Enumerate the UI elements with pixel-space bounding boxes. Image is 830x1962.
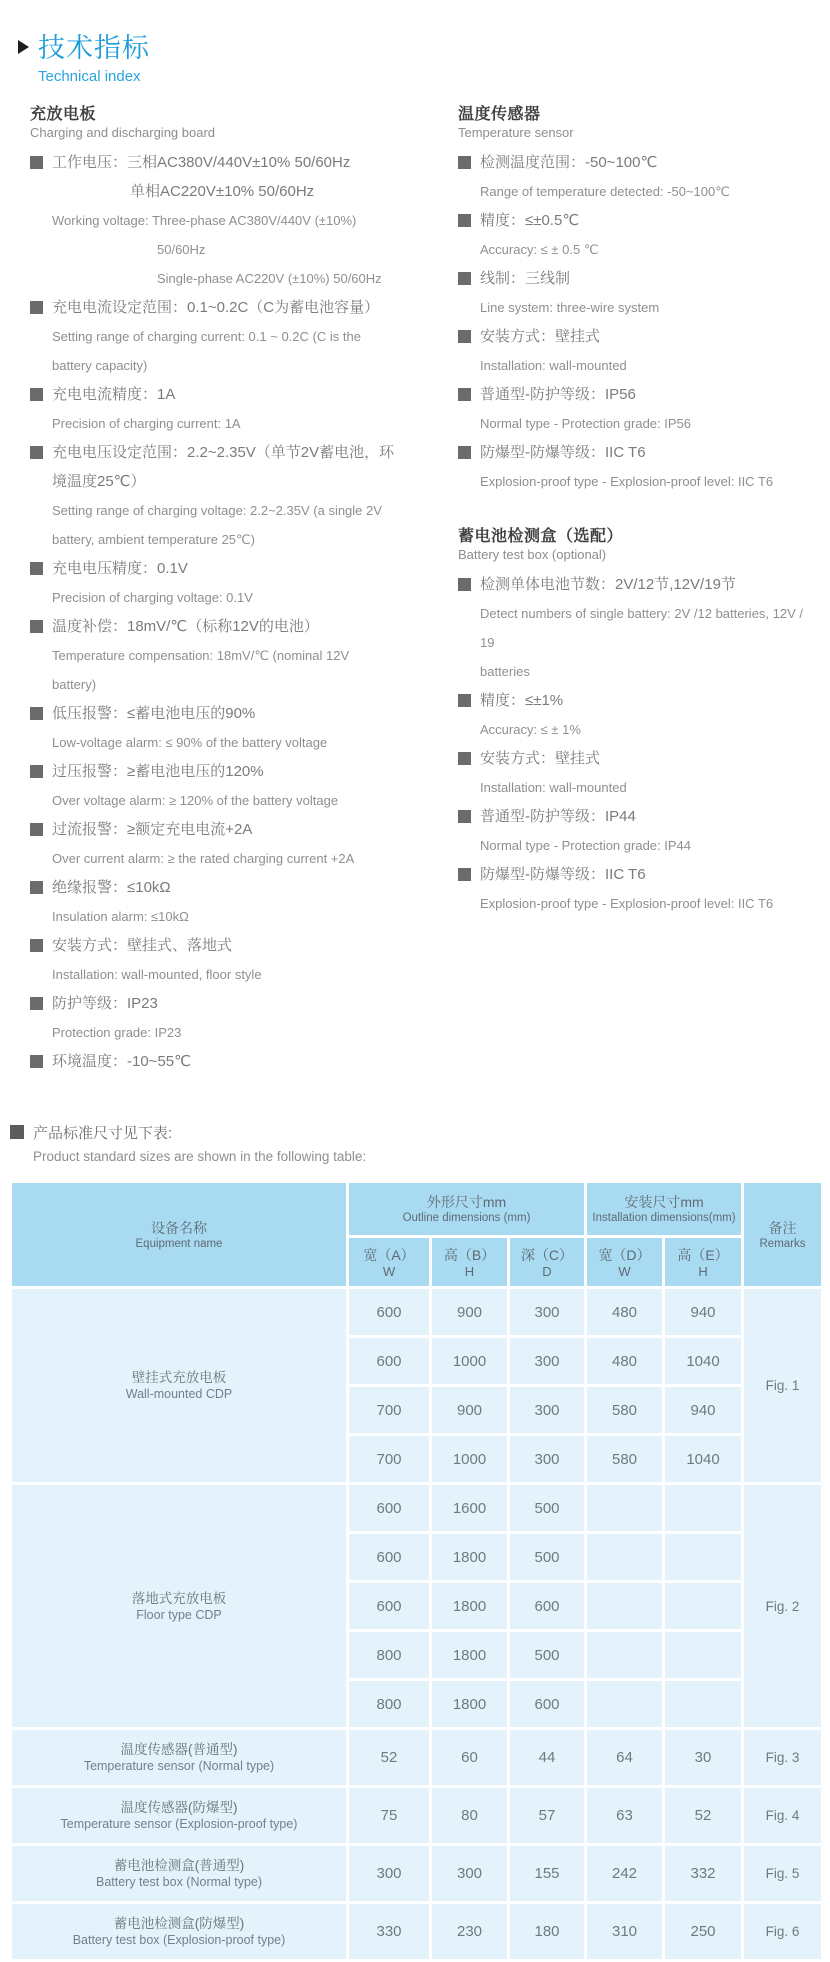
dimension-cell: 600 (348, 1582, 431, 1631)
section-title-en: Charging and discharging board (30, 125, 216, 140)
spec-line-cn (458, 380, 810, 409)
col-header-outline-cn: 外形尺寸mm (426, 1194, 507, 1210)
dimension-cell: 600 (348, 1337, 431, 1386)
spec-text-cn: 安装方式：壁挂式 (480, 750, 601, 767)
dimension-cell: 1800 (431, 1533, 509, 1582)
spec-item (30, 931, 402, 989)
col-subheader-depth-c (509, 1237, 586, 1288)
remark-cell: Fig. 1 (743, 1288, 823, 1484)
dimension-cell: 500 (509, 1631, 586, 1680)
spec-text-cn: 温度补偿：18mV/℃（标称12V的电池） (52, 618, 319, 635)
table-row (11, 1845, 823, 1903)
spec-line-en: Setting range of charging current: 0.1 ~ 0.2C (C is the (52, 329, 361, 344)
bullet-square-icon (30, 301, 43, 314)
spec-line-cn (458, 322, 810, 351)
spec-line-cn (30, 699, 402, 728)
dimension-cell: 300 (509, 1435, 586, 1484)
spec-line-cn (30, 554, 402, 583)
dimension-cell (586, 1582, 664, 1631)
spec-text-cn: 低压报警：≤蓄电池电压的90% (52, 705, 256, 722)
spec-text-cn: 环境温度：-10~55℃ (52, 1053, 191, 1070)
col-subheader-height-e-en: H (698, 1263, 708, 1279)
spec-line-cn (30, 293, 402, 322)
bullet-square-icon (458, 156, 471, 169)
size-table-body (11, 1288, 823, 1961)
spec-item (30, 989, 402, 1047)
spec-text-cn: 防爆型-防爆等级：IIC T6 (480, 444, 646, 461)
spec-item (30, 293, 402, 380)
col-subheader-depth-c-cn: 深（C） (520, 1246, 574, 1263)
bullet-square-icon (30, 823, 43, 836)
equipment-name-cn: 落地式充放电板 (131, 1590, 227, 1606)
equipment-name-en: Temperature sensor (Normal type) (83, 1759, 275, 1773)
spec-item (30, 757, 402, 815)
spec-text-cn: 工作电压：三相AC380V/440V±10% 50/60Hz (52, 154, 351, 171)
dimension-cell: 580 (586, 1386, 664, 1435)
dimension-cell: 300 (509, 1386, 586, 1435)
spec-line-en: Normal type - Protection grade: IP44 (480, 838, 691, 853)
spec-line-cn-cont: 境温度25℃） (52, 473, 146, 490)
spec-item (30, 699, 402, 757)
spec-text-cn: 精度：≤±0.5℃ (480, 212, 580, 229)
dimension-cell: 250 (664, 1903, 743, 1961)
spec-line-en: Low-voltage alarm: ≤ 90% of the battery voltage (52, 735, 328, 750)
spec-item (458, 206, 810, 264)
dimension-cell: 940 (664, 1386, 743, 1435)
table-note (10, 1122, 830, 1164)
spec-line-cn (458, 206, 810, 235)
spec-line-cn (30, 989, 402, 1018)
bullet-square-icon (30, 707, 43, 720)
spec-item (30, 1047, 402, 1076)
dimension-cell (586, 1533, 664, 1582)
spec-line-cn (458, 570, 810, 599)
table-row (11, 1903, 823, 1961)
equipment-name-cn: 蓄电池检测盒(普通型) (113, 1858, 245, 1873)
spec-text-cn: 过流报警：≥额定充电电流+2A (52, 821, 253, 838)
spec-text-cn: 防爆型-防爆等级：IIC T6 (480, 866, 646, 883)
col-header-remarks-en: Remarks (759, 1237, 806, 1250)
dimension-cell (664, 1631, 743, 1680)
spec-line-cn (458, 438, 810, 467)
col-header-remarks (743, 1182, 823, 1288)
equipment-name-cell (11, 1903, 348, 1961)
dimension-cell: 64 (586, 1729, 664, 1787)
dimension-cell: 580 (586, 1435, 664, 1484)
dimension-cell: 230 (431, 1903, 509, 1961)
spec-line-cn (458, 802, 810, 831)
spec-line-cn (458, 264, 810, 293)
spec-line-cn (30, 380, 402, 409)
spec-line-en: Detect numbers of single battery: 2V /12 batteries, 12V / 19 (480, 606, 804, 650)
col-header-installation-cn: 安装尺寸mm (624, 1194, 704, 1210)
section-title-cn: 蓄电池检测盒（选配） (458, 528, 624, 545)
dimension-cell: 600 (348, 1288, 431, 1337)
spec-line-en: battery) (52, 677, 97, 692)
dimension-cell: 500 (509, 1484, 586, 1533)
table-note-en: Product standard sizes are shown in the following table: (33, 1149, 367, 1164)
spec-item (458, 438, 810, 496)
table-note-cn: 产品标准尺寸见下表: (33, 1125, 173, 1142)
spec-item (458, 322, 810, 380)
dimension-cell: 300 (431, 1845, 509, 1903)
col-subheader-width-d-en: W (618, 1263, 631, 1279)
dimension-cell: 480 (586, 1337, 664, 1386)
spec-line-en: Accuracy: ≤ ± 0.5 ℃ (480, 242, 599, 257)
dimension-cell (586, 1484, 664, 1533)
bullet-square-icon (30, 765, 43, 778)
remark-cell: Fig. 4 (743, 1787, 823, 1845)
col-subheader-width-a (348, 1237, 431, 1288)
dimension-cell: 1800 (431, 1631, 509, 1680)
spec-line-cn-cont: 单相AC220V±10% 50/60Hz (130, 183, 315, 200)
dimension-cell: 800 (348, 1680, 431, 1729)
dimension-cell: 1800 (431, 1680, 509, 1729)
bullet-square-icon (30, 562, 43, 575)
dimension-cell: 60 (431, 1729, 509, 1787)
bullet-square-icon (30, 881, 43, 894)
spec-text-cn: 普通型-防护等级：IP56 (480, 386, 636, 403)
spec-line-en: Explosion-proof type - Explosion-proof level: IIC T6 (480, 474, 774, 489)
section-heading (458, 523, 810, 562)
dimension-cell: 300 (509, 1288, 586, 1337)
bullet-square-icon (30, 388, 43, 401)
spec-text-cn: 线制：三线制 (480, 270, 571, 287)
spec-item (30, 380, 402, 438)
bullet-square-icon (458, 330, 471, 343)
spec-line-en: Range of temperature detected: -50~100℃ (480, 184, 730, 199)
spec-column (458, 101, 810, 1076)
spec-text-cn: 安装方式：壁挂式、落地式 (52, 937, 233, 954)
spec-line-en: Normal type - Protection grade: IP56 (480, 416, 691, 431)
equipment-name-cell (11, 1845, 348, 1903)
dimension-cell: 332 (664, 1845, 743, 1903)
col-subheader-height-b-cn: 高（B） (443, 1246, 496, 1263)
bullet-square-icon (458, 578, 471, 591)
col-subheader-width-a-en: W (382, 1263, 396, 1279)
spec-line-en: Precision of charging voltage: 0.1V (52, 590, 253, 605)
spec-line-en: Line system: three-wire system (480, 300, 660, 315)
spec-item (458, 570, 810, 686)
dimension-cell: 800 (348, 1631, 431, 1680)
dimension-cell: 1800 (431, 1582, 509, 1631)
dimension-cell: 57 (509, 1787, 586, 1845)
dimension-cell: 700 (348, 1386, 431, 1435)
spec-line-en: Installation: wall-mounted (480, 780, 627, 795)
table-row (11, 1787, 823, 1845)
spec-item (458, 264, 810, 322)
dimension-cell: 44 (509, 1729, 586, 1787)
bullet-square-icon (30, 156, 43, 169)
dimension-cell (664, 1582, 743, 1631)
col-header-installation (586, 1182, 743, 1237)
dimension-cell: 1600 (431, 1484, 509, 1533)
dimension-cell: 1040 (664, 1337, 743, 1386)
spec-line-en: Working voltage: Three-phase AC380V/440V (±10%) (52, 213, 357, 228)
spec-line-en: Single-phase AC220V (±10%) 50/60Hz (157, 271, 382, 286)
spec-line-cn (458, 744, 810, 773)
dimension-cell: 30 (664, 1729, 743, 1787)
bullet-square-icon (458, 446, 471, 459)
spec-item (30, 612, 402, 699)
col-subheader-width-d-cn: 宽（D） (598, 1246, 651, 1263)
section-title-en: Temperature sensor (458, 125, 574, 140)
bullet-square-icon (458, 272, 471, 285)
col-header-outline (348, 1182, 586, 1237)
section-heading (458, 101, 810, 140)
dimension-cell: 330 (348, 1903, 431, 1961)
spec-section (458, 523, 810, 918)
dimension-cell: 600 (509, 1582, 586, 1631)
page-title-cn: 技术指标 (38, 33, 150, 63)
spec-line-en: Protection grade: IP23 (52, 1025, 182, 1040)
spec-text-cn: 安装方式：壁挂式 (480, 328, 601, 345)
dimension-cell: 242 (586, 1845, 664, 1903)
section-title-cn: 温度传感器 (458, 106, 541, 123)
spec-item (30, 148, 402, 293)
table-row (11, 1729, 823, 1787)
dimension-cell: 180 (509, 1903, 586, 1961)
spec-text-cn: 充电电压精度：0.1V (52, 560, 188, 577)
spec-line-cn (30, 757, 402, 786)
page-title-en: Technical index (38, 68, 141, 85)
equipment-name-en: Battery test box (Normal type) (95, 1875, 263, 1889)
equipment-name-cell (11, 1787, 348, 1845)
col-header-equipment-cn: 设备名称 (151, 1219, 207, 1236)
col-header-remarks-cn: 备注 (768, 1219, 797, 1236)
spec-line-cn (458, 148, 810, 177)
spec-item (458, 802, 810, 860)
equipment-name-en: Wall-mounted CDP (125, 1387, 233, 1401)
spec-line-cn (30, 148, 402, 177)
spec-line-cn (458, 860, 810, 889)
spec-line-cn (30, 815, 402, 844)
col-subheader-depth-c-en: D (542, 1263, 552, 1279)
section-arrow-icon (18, 40, 29, 54)
remark-cell: Fig. 5 (743, 1845, 823, 1903)
spec-line-en: batteries (480, 664, 530, 679)
size-table (9, 1180, 824, 1962)
dimension-cell: 155 (509, 1845, 586, 1903)
spec-columns (30, 101, 830, 1076)
dimension-cell: 940 (664, 1288, 743, 1337)
dimension-cell: 300 (348, 1845, 431, 1903)
col-header-installation-en: Installation dimensions(mm) (592, 1212, 736, 1224)
spec-section (458, 101, 810, 496)
spec-item (30, 554, 402, 612)
spec-item (30, 438, 402, 554)
dimension-cell: 63 (586, 1787, 664, 1845)
dimension-cell: 600 (509, 1680, 586, 1729)
bullet-square-icon (30, 620, 43, 633)
spec-item (458, 860, 810, 918)
spec-column (30, 101, 402, 1076)
bullet-square-icon (458, 868, 471, 881)
title-row (18, 26, 830, 65)
dimension-cell: 80 (431, 1787, 509, 1845)
equipment-name-cn: 蓄电池检测盒(防爆型) (113, 1916, 245, 1931)
spec-text-cn: 充电电流设定范围：0.1~0.2C（C为蓄电池容量） (52, 299, 380, 316)
spec-line-en: Installation: wall-mounted, floor style (52, 967, 262, 982)
spec-line-cn (30, 1047, 402, 1076)
section-title-en: Battery test box (optional) (458, 547, 607, 562)
col-subheader-height-b (431, 1237, 509, 1288)
col-header-outline-en: Outline dimensions (mm) (402, 1212, 531, 1224)
dimension-cell: 480 (586, 1288, 664, 1337)
spec-line-en: Explosion-proof type - Explosion-proof level: IIC T6 (480, 896, 774, 911)
equipment-name-cell (11, 1288, 348, 1484)
equipment-name-en: Battery test box (Explosion-proof type) (72, 1933, 286, 1947)
spec-text-cn: 精度：≤±1% (480, 692, 564, 709)
dimension-cell: 600 (348, 1533, 431, 1582)
dimension-cell: 500 (509, 1533, 586, 1582)
bullet-square-icon (458, 752, 471, 765)
dimension-cell: 900 (431, 1288, 509, 1337)
dimension-cell (664, 1484, 743, 1533)
dimension-cell (664, 1680, 743, 1729)
table-row (11, 1484, 823, 1533)
spec-line-en: Temperature compensation: 18mV/℃ (nominal 12V (52, 648, 350, 663)
spec-line-en: battery capacity) (52, 358, 148, 373)
col-subheader-height-e (664, 1237, 743, 1288)
dimension-cell: 1000 (431, 1337, 509, 1386)
table-note-cn-row (10, 1122, 830, 1143)
remark-cell: Fig. 2 (743, 1484, 823, 1729)
spec-line-en: battery, ambient temperature 25℃) (52, 532, 255, 547)
dimension-cell: 700 (348, 1435, 431, 1484)
section-heading (30, 101, 402, 140)
dimension-cell (586, 1631, 664, 1680)
spec-line-en: Insulation alarm: ≤10kΩ (52, 909, 189, 924)
dimension-cell: 300 (509, 1337, 586, 1386)
spec-line-en: Setting range of charging voltage: 2.2~2.35V (a single 2V (52, 503, 382, 518)
bullet-square-icon (30, 1055, 43, 1068)
spec-item (458, 686, 810, 744)
spec-section (30, 101, 402, 1076)
spec-item (458, 148, 810, 206)
equipment-name-cell (11, 1729, 348, 1787)
equipment-name-cn: 温度传感器(普通型) (120, 1742, 238, 1757)
remark-cell: Fig. 3 (743, 1729, 823, 1787)
spec-line-en: Installation: wall-mounted (480, 358, 627, 373)
dimension-cell: 310 (586, 1903, 664, 1961)
table-row (11, 1288, 823, 1337)
bullet-square-icon (458, 810, 471, 823)
dimension-cell: 52 (348, 1729, 431, 1787)
spec-line-cn (30, 931, 402, 960)
bullet-square-icon (458, 388, 471, 401)
bullet-square-icon (30, 939, 43, 952)
dimension-cell (586, 1680, 664, 1729)
col-subheader-height-b-en: H (464, 1263, 475, 1279)
spec-text-cn: 检测单体电池节数：2V/12节,12V/19节 (480, 576, 736, 593)
spec-line-en: Precision of charging current: 1A (52, 416, 241, 431)
spec-line-en: Over voltage alarm: ≥ 120% of the battery voltage (52, 793, 339, 808)
spec-line-en: Accuracy: ≤ ± 1% (480, 722, 581, 737)
spec-text-cn: 过压报警：≥蓄电池电压的120% (52, 763, 264, 780)
dimension-cell: 1040 (664, 1435, 743, 1484)
spec-text-cn: 防护等级：IP23 (52, 995, 158, 1012)
bullet-square-icon (30, 997, 43, 1010)
dimension-cell: 1000 (431, 1435, 509, 1484)
equipment-name-cn: 壁挂式充放电板 (131, 1370, 227, 1385)
size-table-header (11, 1182, 823, 1288)
section-title-cn: 充放电板 (30, 106, 97, 123)
col-subheader-width-d (586, 1237, 664, 1288)
dimension-cell: 75 (348, 1787, 431, 1845)
spec-line-cn (30, 873, 402, 902)
dimension-cell: 600 (348, 1484, 431, 1533)
spec-line-en: 50/60Hz (157, 242, 206, 257)
spec-text-cn: 普通型-防护等级：IP44 (480, 808, 636, 825)
spec-item (458, 744, 810, 802)
dimension-cell: 900 (431, 1386, 509, 1435)
dimension-cell (664, 1533, 743, 1582)
bullet-square-icon (10, 1125, 24, 1139)
spec-line-cn (458, 686, 810, 715)
equipment-name-en: Floor type CDP (136, 1607, 222, 1622)
equipment-name-cn: 温度传感器(防爆型) (120, 1800, 238, 1815)
bullet-square-icon (30, 446, 43, 459)
spec-text-cn: 充电电流精度：1A (52, 386, 176, 403)
bullet-square-icon (458, 694, 471, 707)
col-header-equipment (11, 1182, 348, 1288)
spec-item (30, 815, 402, 873)
spec-line-en: Over current alarm: ≥ the rated charging current +2A (52, 851, 355, 866)
equipment-name-cell (11, 1484, 348, 1729)
page-header (18, 26, 830, 85)
bullet-square-icon (458, 214, 471, 227)
spec-text-cn: 绝缘报警：≤10kΩ (52, 879, 171, 896)
spec-item (458, 380, 810, 438)
spec-text-cn: 充电电压设定范围：2.2~2.35V（单节2V蓄电池，环 (52, 444, 395, 461)
col-header-equipment-en: Equipment name (135, 1237, 223, 1250)
spec-line-cn (30, 612, 402, 641)
equipment-name-en: Temperature sensor (Explosion-proof type) (60, 1817, 298, 1831)
dimension-cell: 52 (664, 1787, 743, 1845)
col-subheader-width-a-cn: 宽（A） (363, 1246, 415, 1263)
spec-line-cn (30, 438, 402, 467)
spec-text-cn: 检测温度范围：-50~100℃ (480, 154, 658, 171)
col-subheader-height-e-cn: 高（E） (677, 1246, 729, 1263)
remark-cell: Fig. 6 (743, 1903, 823, 1961)
spec-item (30, 873, 402, 931)
